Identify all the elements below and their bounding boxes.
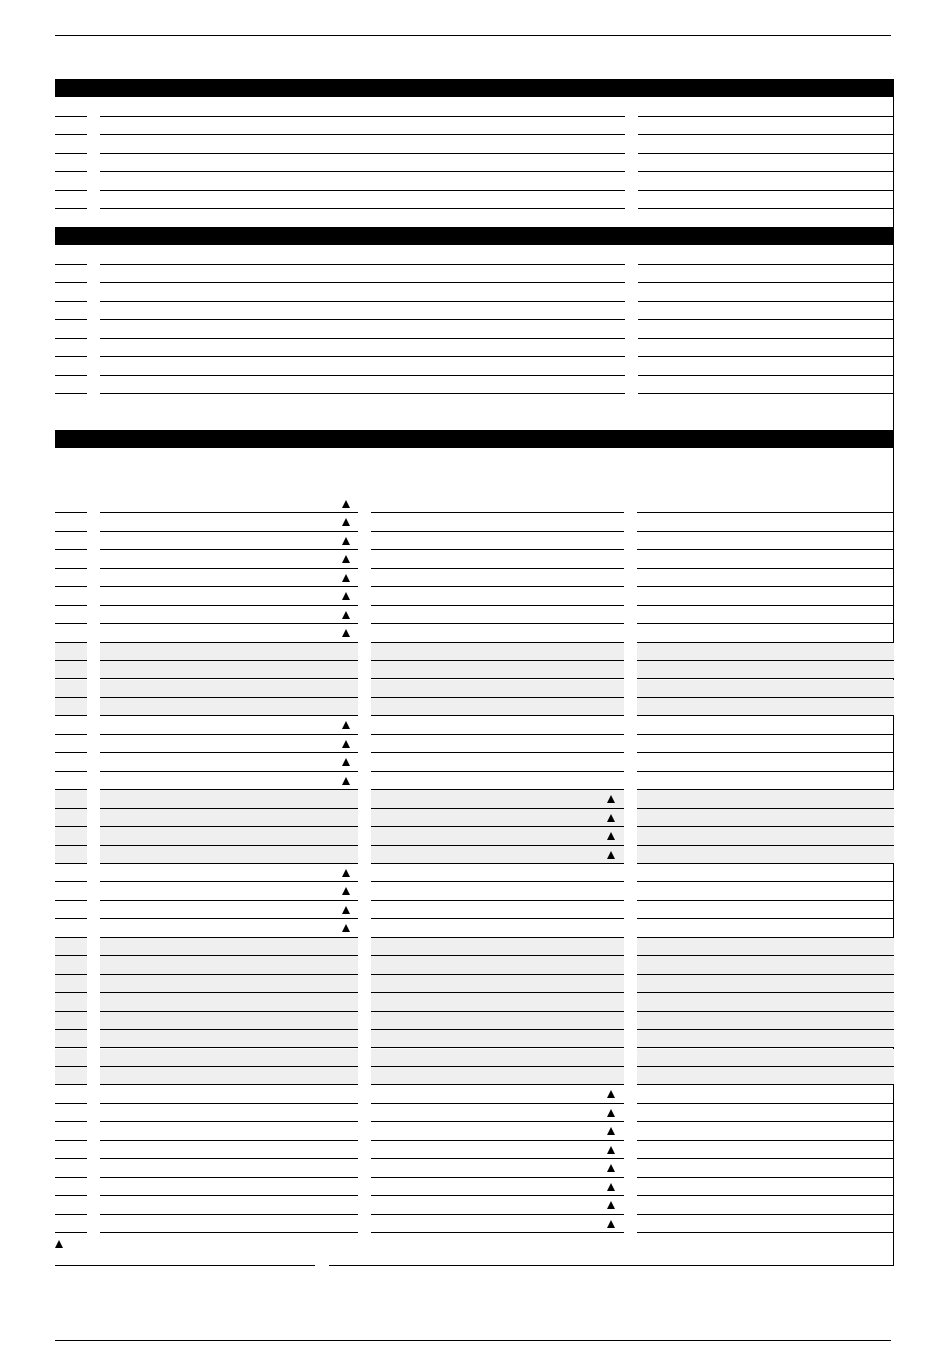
- section-3-row-5-field-4[interactable]: [637, 569, 894, 587]
- section-3-row-28-field-4[interactable]: [637, 993, 894, 1011]
- section-3-row-26-field-4[interactable]: [637, 956, 894, 974]
- section-2-row-4-field-2[interactable]: [100, 302, 625, 321]
- section-3-row-34-field-2[interactable]: [100, 1104, 358, 1122]
- section-3-row-25-field-2[interactable]: [100, 938, 358, 956]
- section-3-row-36-field-2[interactable]: [100, 1141, 358, 1159]
- section-3-row-15-field-3[interactable]: [371, 753, 624, 771]
- section-1-row-3-field-1[interactable]: [55, 135, 87, 154]
- section-3-row-35-field-4[interactable]: [637, 1122, 894, 1140]
- section-2-row-1-field-3[interactable]: [638, 246, 894, 265]
- row-marker-icon: [342, 500, 350, 508]
- section-3-row-26-field-3[interactable]: [371, 956, 624, 974]
- section-3-row-6-field-1[interactable]: [55, 587, 87, 605]
- section-3-row-40-field-4[interactable]: [637, 1215, 894, 1233]
- row-marker-icon: [342, 758, 350, 766]
- section-3-row-18-field-1[interactable]: [55, 809, 87, 827]
- section-2-row-2-field-2[interactable]: [100, 265, 625, 284]
- section-1-row-5-field-1[interactable]: [55, 172, 87, 191]
- section-3-row-20-field-2[interactable]: [100, 846, 358, 864]
- section-1-row-1-field-3[interactable]: [638, 98, 894, 117]
- row-marker-icon: [342, 869, 350, 877]
- section-2-row-3-field-1[interactable]: [55, 283, 87, 302]
- row-marker-icon: [342, 611, 350, 619]
- section-3-row-5-field-3[interactable]: [371, 569, 624, 587]
- section-3-row-17-field-1[interactable]: [55, 790, 87, 808]
- section-3-row-32-field-2[interactable]: [100, 1067, 358, 1085]
- section-3-row-10-field-1[interactable]: [55, 661, 87, 679]
- section-3-row-22-field-4[interactable]: [637, 882, 894, 900]
- section-3-row-37-field-1[interactable]: [55, 1159, 87, 1177]
- section-2-row-6-field-1[interactable]: [55, 339, 87, 358]
- section-2-row-8-field-1[interactable]: [55, 376, 87, 395]
- section-3-row-23-field-3[interactable]: [371, 901, 624, 919]
- bottom-rule: [55, 1340, 891, 1341]
- row-marker-icon: [342, 906, 350, 914]
- section-3-row-1-field-4[interactable]: [637, 495, 894, 513]
- section-1-row-4-field-1[interactable]: [55, 154, 87, 173]
- section-3-row-14-field-2[interactable]: [100, 735, 358, 753]
- section-3-row-24-field-2[interactable]: [100, 919, 358, 937]
- section-2-row-5-field-2[interactable]: [100, 320, 625, 339]
- section-3-row-22-field-1[interactable]: [55, 882, 87, 900]
- row-marker-icon: [607, 1220, 615, 1228]
- section-2-row-1-field-1[interactable]: [55, 246, 87, 265]
- row-marker-icon: [342, 887, 350, 895]
- section-3-row-33-field-1[interactable]: [55, 1085, 87, 1103]
- section-3-row-30-field-2[interactable]: [100, 1030, 358, 1048]
- section-3-row-31-field-2[interactable]: [100, 1049, 358, 1067]
- section-3-row-40-field-1[interactable]: [55, 1215, 87, 1233]
- section-3-row-12-field-1[interactable]: [55, 698, 87, 716]
- section-1-row-2-field-2[interactable]: [100, 117, 625, 136]
- section-1-row-4-field-2[interactable]: [100, 154, 625, 173]
- section-3-row-12-field-3[interactable]: [371, 698, 624, 716]
- section-3-row-30-field-1[interactable]: [55, 1030, 87, 1048]
- section-3-row-11-field-1[interactable]: [55, 680, 87, 698]
- section-3-row-14-field-1[interactable]: [55, 735, 87, 753]
- section-3-row-7-field-2[interactable]: [100, 606, 358, 624]
- section-3-row-8-field-4[interactable]: [637, 624, 894, 642]
- section-3-row-19-field-3[interactable]: [371, 827, 624, 845]
- section-3-row-11-field-2[interactable]: [100, 680, 358, 698]
- section-1-row-5-field-2[interactable]: [100, 172, 625, 191]
- section-3-row-26-field-2[interactable]: [100, 956, 358, 974]
- section-3-row-13-field-2[interactable]: [100, 716, 358, 734]
- section-3-row-8-field-1[interactable]: [55, 624, 87, 642]
- row-marker-icon: [607, 1127, 615, 1135]
- section-3-row-6-field-2[interactable]: [100, 587, 358, 605]
- section-3-row-25-field-4[interactable]: [637, 938, 894, 956]
- section-1-row-1-field-2[interactable]: [100, 98, 625, 117]
- section-2-row-3-field-2[interactable]: [100, 283, 625, 302]
- section-3-row-16-field-4[interactable]: [637, 772, 894, 790]
- section-3-row-39-field-2[interactable]: [100, 1196, 358, 1214]
- section-3-row-28-field-2[interactable]: [100, 993, 358, 1011]
- row-marker-icon: [607, 795, 615, 803]
- section-3-row-21-field-3[interactable]: [371, 864, 624, 882]
- section-3-row-29-field-3[interactable]: [371, 1012, 624, 1030]
- section-3-row-27-field-4[interactable]: [637, 975, 894, 993]
- section-3-row-38-field-2[interactable]: [100, 1178, 358, 1196]
- section-3-row-3-field-4[interactable]: [637, 532, 894, 550]
- section-3-row-13-field-4[interactable]: [637, 716, 894, 734]
- section-3-row-29-field-1[interactable]: [55, 1012, 87, 1030]
- section-3-row-36-field-4[interactable]: [637, 1141, 894, 1159]
- section-3-row-16-field-3[interactable]: [371, 772, 624, 790]
- section-3-row-27-field-3[interactable]: [371, 975, 624, 993]
- section-1-row-5-field-3[interactable]: [638, 172, 894, 191]
- section-3-row-38-field-3[interactable]: [371, 1178, 624, 1196]
- section-3-row-33-field-3[interactable]: [371, 1085, 624, 1103]
- section-3-row-8-field-3[interactable]: [371, 624, 624, 642]
- row-marker-icon: [342, 574, 350, 582]
- section-3-row-15-field-2[interactable]: [100, 753, 358, 771]
- section-3-row-9-field-1[interactable]: [55, 643, 87, 661]
- section-3-row-4-field-2[interactable]: [100, 550, 358, 568]
- row-marker-icon: [342, 924, 350, 932]
- section-1-row-2-field-1[interactable]: [55, 117, 87, 136]
- section-3-row-20-field-1[interactable]: [55, 846, 87, 864]
- legend-marker-icon: [55, 1240, 63, 1248]
- section-3-row-17-field-3[interactable]: [371, 790, 624, 808]
- section-3-row-16-field-2[interactable]: [100, 772, 358, 790]
- section-2-row-4-field-3[interactable]: [638, 302, 894, 321]
- section-3-row-21-field-2[interactable]: [100, 864, 358, 882]
- section-3-row-32-field-4[interactable]: [637, 1067, 894, 1085]
- section-3-row-10-field-2[interactable]: [100, 661, 358, 679]
- section-2-row-3-field-3[interactable]: [638, 283, 894, 302]
- section-3-row-2-field-2[interactable]: [100, 513, 358, 531]
- section-3-row-27-field-1[interactable]: [55, 975, 87, 993]
- section-3-row-7-field-4[interactable]: [637, 606, 894, 624]
- section-3-row-31-field-1[interactable]: [55, 1049, 87, 1067]
- row-marker-icon: [607, 1109, 615, 1117]
- section-3-row-2-field-1[interactable]: [55, 513, 87, 531]
- section-3-row-34-field-1[interactable]: [55, 1104, 87, 1122]
- section-3-row-5-field-2[interactable]: [100, 569, 358, 587]
- section-3-row-7-field-3[interactable]: [371, 606, 624, 624]
- section-3-row-22-field-3[interactable]: [371, 882, 624, 900]
- row-marker-icon: [342, 592, 350, 600]
- section-3-row-16-field-1[interactable]: [55, 772, 87, 790]
- section-3-row-27-field-2[interactable]: [100, 975, 358, 993]
- section-3-row-20-field-3[interactable]: [371, 846, 624, 864]
- section-3-row-21-field-1[interactable]: [55, 864, 87, 882]
- section-3-row-28-field-3[interactable]: [371, 993, 624, 1011]
- section-3-row-29-field-2[interactable]: [100, 1012, 358, 1030]
- section-1-row-4-field-3[interactable]: [638, 154, 894, 173]
- section-3-row-11-field-3[interactable]: [371, 680, 624, 698]
- section-3-row-13-field-1[interactable]: [55, 716, 87, 734]
- row-marker-icon: [607, 1090, 615, 1098]
- section-3-row-32-field-1[interactable]: [55, 1067, 87, 1085]
- section-3-row-36-field-1[interactable]: [55, 1141, 87, 1159]
- section-2-row-2-field-1[interactable]: [55, 265, 87, 284]
- section-3-row-6-field-3[interactable]: [371, 587, 624, 605]
- section-2-row-6-field-3[interactable]: [638, 339, 894, 358]
- section-3-row-6-field-4[interactable]: [637, 587, 894, 605]
- section-1-row-3-field-2[interactable]: [100, 135, 625, 154]
- section-3-row-23-field-1[interactable]: [55, 901, 87, 919]
- section-3-row-39-field-1[interactable]: [55, 1196, 87, 1214]
- section-3-row-10-field-4[interactable]: [637, 661, 894, 679]
- section-3-row-4-field-4[interactable]: [637, 550, 894, 568]
- section-2-row-6-field-2[interactable]: [100, 339, 625, 358]
- footer-line-right: [329, 1265, 894, 1266]
- section-3-row-17-field-2[interactable]: [100, 790, 358, 808]
- row-marker-icon: [607, 1201, 615, 1209]
- section-3-row-3-field-3[interactable]: [371, 532, 624, 550]
- section-3-row-26-field-1[interactable]: [55, 956, 87, 974]
- section-3-row-31-field-4[interactable]: [637, 1049, 894, 1067]
- section-3-row-30-field-4[interactable]: [637, 1030, 894, 1048]
- section-3-row-4-field-1[interactable]: [55, 550, 87, 568]
- section-2-row-5-field-1[interactable]: [55, 320, 87, 339]
- section-3-row-18-field-2[interactable]: [100, 809, 358, 827]
- section-2-row-1-field-2[interactable]: [100, 246, 625, 265]
- row-marker-icon: [342, 518, 350, 526]
- section-3-row-4-field-3[interactable]: [371, 550, 624, 568]
- row-marker-icon: [607, 814, 615, 822]
- row-marker-icon: [342, 721, 350, 729]
- section-1-header-band: [55, 79, 894, 97]
- section-3-row-22-field-2[interactable]: [100, 882, 358, 900]
- section-2-row-2-field-3[interactable]: [638, 265, 894, 284]
- section-3-row-35-field-1[interactable]: [55, 1122, 87, 1140]
- section-3-row-11-field-4[interactable]: [637, 680, 894, 698]
- section-1-row-6-field-3[interactable]: [638, 191, 894, 210]
- section-1-row-6-field-1[interactable]: [55, 191, 87, 210]
- section-3-row-18-field-4[interactable]: [637, 809, 894, 827]
- section-3-row-24-field-3[interactable]: [371, 919, 624, 937]
- section-3-row-30-field-3[interactable]: [371, 1030, 624, 1048]
- row-marker-icon: [607, 851, 615, 859]
- section-3-row-29-field-4[interactable]: [637, 1012, 894, 1030]
- section-1-row-3-field-3[interactable]: [638, 135, 894, 154]
- section-3-row-40-field-3[interactable]: [371, 1215, 624, 1233]
- section-3-row-12-field-2[interactable]: [100, 698, 358, 716]
- section-3-row-14-field-4[interactable]: [637, 735, 894, 753]
- section-3-row-32-field-3[interactable]: [371, 1067, 624, 1085]
- section-3-row-1-field-2[interactable]: [100, 495, 358, 513]
- section-3-row-10-field-3[interactable]: [371, 661, 624, 679]
- section-3-row-9-field-4[interactable]: [637, 643, 894, 661]
- section-3-row-8-field-2[interactable]: [100, 624, 358, 642]
- row-marker-icon: [607, 1146, 615, 1154]
- section-3-row-19-field-1[interactable]: [55, 827, 87, 845]
- section-3-row-3-field-2[interactable]: [100, 532, 358, 550]
- section-3-row-14-field-3[interactable]: [371, 735, 624, 753]
- top-rule: [55, 35, 891, 36]
- section-3-row-37-field-4[interactable]: [637, 1159, 894, 1177]
- section-3-row-13-field-3[interactable]: [371, 716, 624, 734]
- section-2-row-8-field-3[interactable]: [638, 376, 894, 395]
- section-1-row-2-field-3[interactable]: [638, 117, 894, 136]
- section-3-row-25-field-1[interactable]: [55, 938, 87, 956]
- section-2-row-7-field-3[interactable]: [638, 357, 894, 376]
- section-3-row-1-field-3[interactable]: [371, 495, 624, 513]
- row-marker-icon: [342, 555, 350, 563]
- row-marker-icon: [342, 629, 350, 637]
- row-marker-icon: [342, 777, 350, 785]
- row-marker-icon: [607, 1183, 615, 1191]
- section-3-header-band: [55, 430, 894, 448]
- section-3-row-35-field-2[interactable]: [100, 1122, 358, 1140]
- section-3-row-2-field-4[interactable]: [637, 513, 894, 531]
- section-3-row-39-field-3[interactable]: [371, 1196, 624, 1214]
- section-3-row-9-field-3[interactable]: [371, 643, 624, 661]
- section-3-row-15-field-4[interactable]: [637, 753, 894, 771]
- section-3-row-1-field-1[interactable]: [55, 495, 87, 513]
- row-marker-icon: [607, 1164, 615, 1172]
- section-3-row-23-field-4[interactable]: [637, 901, 894, 919]
- section-3-row-31-field-3[interactable]: [371, 1049, 624, 1067]
- section-2-row-8-field-2[interactable]: [100, 376, 625, 395]
- section-3-row-37-field-2[interactable]: [100, 1159, 358, 1177]
- section-3-row-40-field-2[interactable]: [100, 1215, 358, 1233]
- row-marker-icon: [607, 832, 615, 840]
- section-3-row-25-field-3[interactable]: [371, 938, 624, 956]
- section-2-row-5-field-3[interactable]: [638, 320, 894, 339]
- section-3-row-23-field-2[interactable]: [100, 901, 358, 919]
- section-3-row-39-field-4[interactable]: [637, 1196, 894, 1214]
- section-3-row-38-field-4[interactable]: [637, 1178, 894, 1196]
- section-2-row-7-field-2[interactable]: [100, 357, 625, 376]
- section-3-row-35-field-3[interactable]: [371, 1122, 624, 1140]
- section-3-row-18-field-3[interactable]: [371, 809, 624, 827]
- section-3-row-2-field-3[interactable]: [371, 513, 624, 531]
- section-2-row-4-field-1[interactable]: [55, 302, 87, 321]
- section-3-row-19-field-2[interactable]: [100, 827, 358, 845]
- row-marker-icon: [342, 740, 350, 748]
- section-2-row-7-field-1[interactable]: [55, 357, 87, 376]
- section-3-row-7-field-1[interactable]: [55, 606, 87, 624]
- footer-line-left: [55, 1265, 315, 1266]
- section-1-row-1-field-1[interactable]: [55, 98, 87, 117]
- section-3-row-37-field-3[interactable]: [371, 1159, 624, 1177]
- section-3-row-28-field-1[interactable]: [55, 993, 87, 1011]
- section-3-row-3-field-1[interactable]: [55, 532, 87, 550]
- section-3-row-33-field-4[interactable]: [637, 1085, 894, 1103]
- section-3-row-34-field-3[interactable]: [371, 1104, 624, 1122]
- section-3-row-34-field-4[interactable]: [637, 1104, 894, 1122]
- section-3-row-17-field-4[interactable]: [637, 790, 894, 808]
- section-3-row-24-field-1[interactable]: [55, 919, 87, 937]
- section-3-row-36-field-3[interactable]: [371, 1141, 624, 1159]
- section-3-row-20-field-4[interactable]: [637, 846, 894, 864]
- section-3-row-12-field-4[interactable]: [637, 698, 894, 716]
- row-marker-icon: [342, 537, 350, 545]
- section-3-row-9-field-2[interactable]: [100, 643, 358, 661]
- section-3-row-38-field-1[interactable]: [55, 1178, 87, 1196]
- section-3-row-15-field-1[interactable]: [55, 753, 87, 771]
- section-3-row-5-field-1[interactable]: [55, 569, 87, 587]
- section-3-row-33-field-2[interactable]: [100, 1085, 358, 1103]
- section-3-row-19-field-4[interactable]: [637, 827, 894, 845]
- section-3-row-21-field-4[interactable]: [637, 864, 894, 882]
- section-1-row-6-field-2[interactable]: [100, 191, 625, 210]
- section-2-header-band: [55, 227, 894, 245]
- section-3-row-24-field-4[interactable]: [637, 919, 894, 937]
